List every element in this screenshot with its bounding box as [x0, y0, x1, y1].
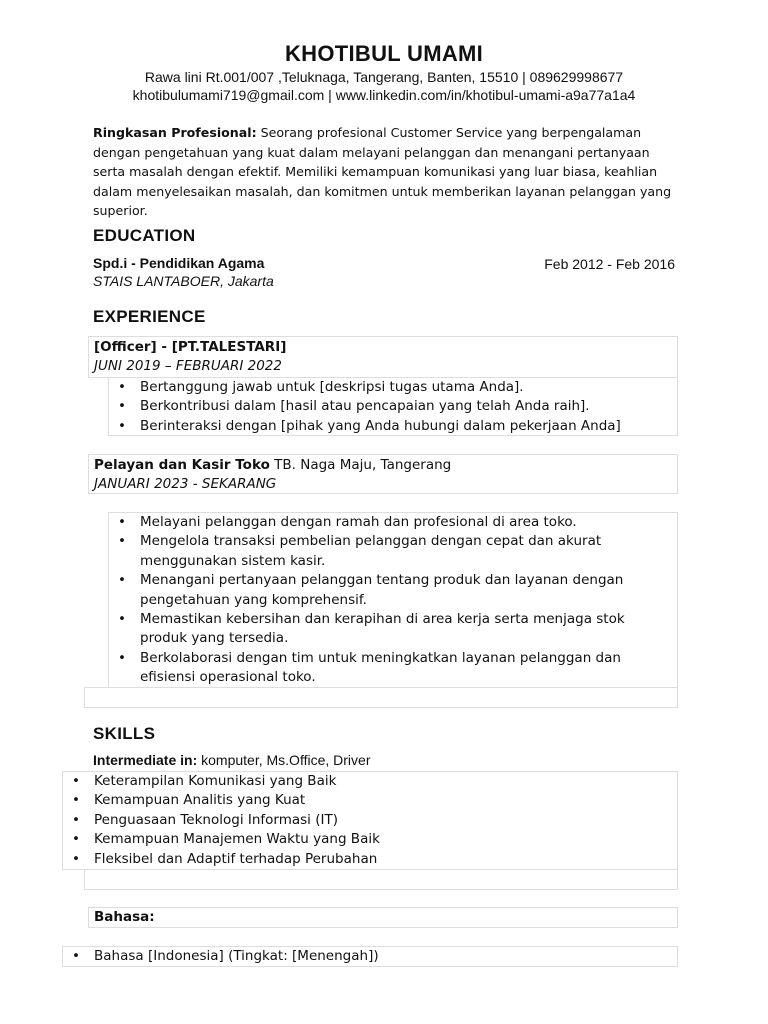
skills-list	[94, 772, 677, 869]
list-item: • Bahasa [Indonesia] (Tingkat: [Menengah])	[94, 947, 677, 966]
job-1-bullets	[140, 378, 677, 436]
list-item: • Kemampuan Analitis yang Kuat	[94, 791, 677, 810]
job-2-bullets	[140, 513, 649, 688]
summary-text: Seorang profesional Customer Service yang berpengalaman dengan pengetahuan yang kuat dalam melayani pelanggan dan menangani pertanyaan serta masalah dengan efektif. Memiliki kemampuan komunikasi yang luar biasa, keahlian dalam menyelesaikan masalah, dan komitmen untuk memberikan layanan pelanggan yang superior.	[93, 125, 672, 218]
job-1-bullets-box	[108, 377, 678, 436]
job-1-position: [Officer] - [PT.TALESTARI]	[94, 339, 287, 355]
job-1-header	[88, 336, 678, 378]
list-item: • Fleksibel dan Adaptif terhadap Perubahan	[94, 850, 677, 869]
bahasa-list	[94, 947, 677, 966]
list-item: • Bertanggung jawab untuk [deskripsi tugas utama Anda].	[140, 378, 677, 397]
empty-row	[84, 687, 678, 708]
education-school: STAIS LANTABOER, Jakarta	[93, 273, 274, 289]
list-item: • Kemampuan Manajemen Waktu yang Baik	[94, 830, 677, 849]
skills-intermediate	[93, 752, 370, 768]
job-2-header	[88, 454, 678, 494]
professional-summary	[93, 123, 683, 221]
list-item: • Menangani pertanyaan pelanggan tentang produk dan layanan dengan pengetahuan yang komprehensif.	[140, 571, 649, 610]
job-2-company: TB. Naga Maju, Tangerang	[269, 457, 452, 473]
job-1-title	[94, 338, 677, 357]
list-item: • Mengelola transaksi pembelian pelanggan dengan cepat dan akurat menggunakan sistem kasir.	[140, 532, 649, 571]
job-1-date: JUNI 2019 – FEBRUARI 2022	[94, 358, 282, 374]
skills-intermediate-label: Intermediate in:	[93, 752, 198, 768]
job-2-position: Pelayan dan Kasir Toko	[94, 457, 270, 473]
education-degree: Spd.i - Pendidikan Agama	[93, 255, 265, 271]
list-item: • Penguasaan Teknologi Informasi (IT)	[94, 811, 677, 830]
list-item: • Berkontribusi dalam [hasil atau pencapaian yang telah Anda raih].	[140, 397, 677, 416]
job-2-title	[94, 456, 677, 475]
education-date: Feb 2012 - Feb 2016	[544, 256, 675, 272]
resume-header	[0, 40, 768, 104]
education-heading: EDUCATION	[93, 226, 196, 245]
job-2-date: JANUARI 2023 - SEKARANG	[94, 476, 277, 492]
list-item: • Melayani pelanggan dengan ramah dan profesional di area toko.	[140, 513, 649, 532]
contact-line: khotibulumami719@gmail.com | www.linkedin.com/in/khotibul-umami-a9a77a1a4	[132, 87, 636, 103]
bahasa-label: Bahasa:	[94, 909, 155, 925]
list-item: • Berinteraksi dengan [pihak yang Anda hubungi dalam pekerjaan Anda]	[140, 417, 677, 436]
candidate-name: KHOTIBUL UMAMI	[284, 41, 484, 66]
list-item: • Memastikan kebersihan dan kerapihan di area kerja serta menjaga stok produk yang tersedia.	[140, 610, 649, 649]
empty-row	[84, 869, 678, 890]
job-2-bullets-box	[108, 512, 678, 688]
skills-list-box	[62, 771, 678, 870]
list-item: • Berkolaborasi dengan tim untuk meningkatkan layanan pelanggan dan efisiensi operasional toko.	[140, 649, 649, 688]
skills-heading: SKILLS	[93, 724, 156, 743]
bahasa-list-box	[62, 946, 678, 967]
list-item: • Keterampilan Komunikasi yang Baik	[94, 772, 677, 791]
experience-heading: EXPERIENCE	[93, 307, 206, 326]
bahasa-header	[88, 907, 678, 928]
address-line: Rawa lini Rt.001/007 ,Teluknaga, Tangerang, Banten, 15510 | 089629998677	[144, 69, 624, 85]
summary-label: Ringkasan Profesional:	[93, 125, 257, 140]
skills-intermediate-value: komputer, Ms.Office, Driver	[197, 752, 371, 768]
